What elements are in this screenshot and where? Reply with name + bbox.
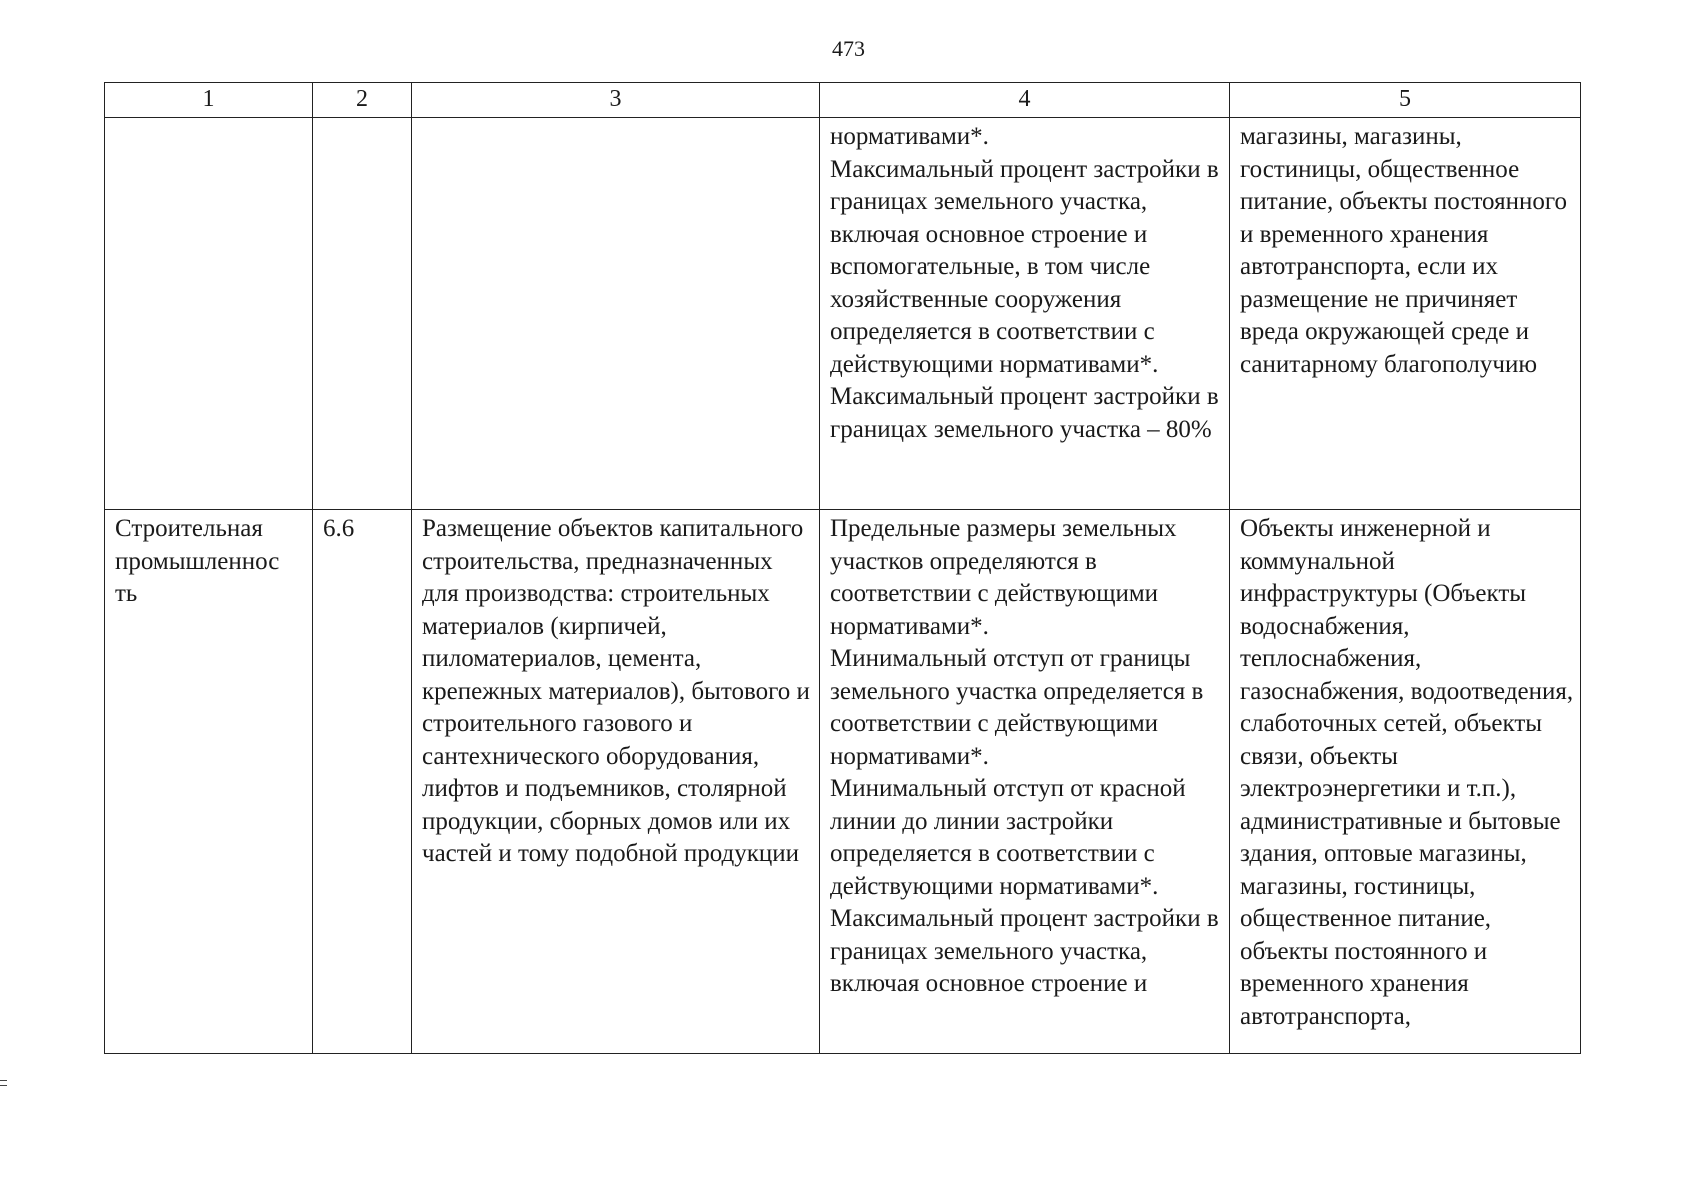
column-header-2: 2 <box>313 83 412 118</box>
zoning-table <box>104 82 1581 1054</box>
scan-margin-mark <box>0 1080 7 1086</box>
cell-activity-description: Размещение объектов капитального строительства, предназначенных для производства: строительных материалов (кирпичей, пиломатериалов, цемента, крепежных материалов), бытового и строительного газового и сантехнического оборудования, лифтов и подъемников, столярной продукции, сборных домов или их частей и тому подобной продукции <box>412 510 820 1054</box>
cell-limit-parameters: Предельные размеры земельных участков определяются в соответствии с действующими нормативами*. Минимальный отступ от границы земельного участка определяется в соответствии с действующими нормативами*. Минимальный отступ от красной линии до линии застройки определяется в соответствии с действующими нормативами*. Максимальный процент застройки в границах земельного участка, включая основное строение и <box>820 510 1230 1054</box>
table-row <box>105 118 1581 510</box>
column-header-5: 5 <box>1230 83 1581 118</box>
table-header-row <box>105 83 1581 118</box>
table-row <box>105 510 1581 1054</box>
cell-activity-description <box>412 118 820 510</box>
cell-auxiliary-uses: Объекты инженерной и коммунальной инфраструктуры (Объекты водоснабжения, теплоснабжения, газоснабжения, водоотведения, слаботочных сетей, объекты связи, объекты электроэнергетики и т.п.), административные и бытовые здания, оптовые магазины, магазины, гостиницы, общественное питание, объекты постоянного и временного хранения автотранспорта, <box>1230 510 1581 1054</box>
cell-auxiliary-uses: магазины, магазины, гостиницы, общественное питание, объекты постоянного и временного хранения автотранспорта, если их размещение не причиняет вреда окружающей среде и санитарному благополучию <box>1230 118 1581 510</box>
column-header-3: 3 <box>412 83 820 118</box>
cell-activity-code: 6.6 <box>313 510 412 1054</box>
column-header-1: 1 <box>105 83 313 118</box>
page-number: 473 <box>832 36 865 61</box>
cell-activity-name <box>105 118 313 510</box>
cell-activity-name: Строительная промышленнос ть <box>105 510 313 1054</box>
cell-limit-parameters: нормативами*. Максимальный процент застройки в границах земельного участка, включая основное строение и вспомогательные, в том числе хозяйственные сооружения определяется в соответствии с действующими нормативами*. Максимальный процент застройки в границах земельного участка – 80% <box>820 118 1230 510</box>
cell-activity-code <box>313 118 412 510</box>
column-header-4: 4 <box>820 83 1230 118</box>
